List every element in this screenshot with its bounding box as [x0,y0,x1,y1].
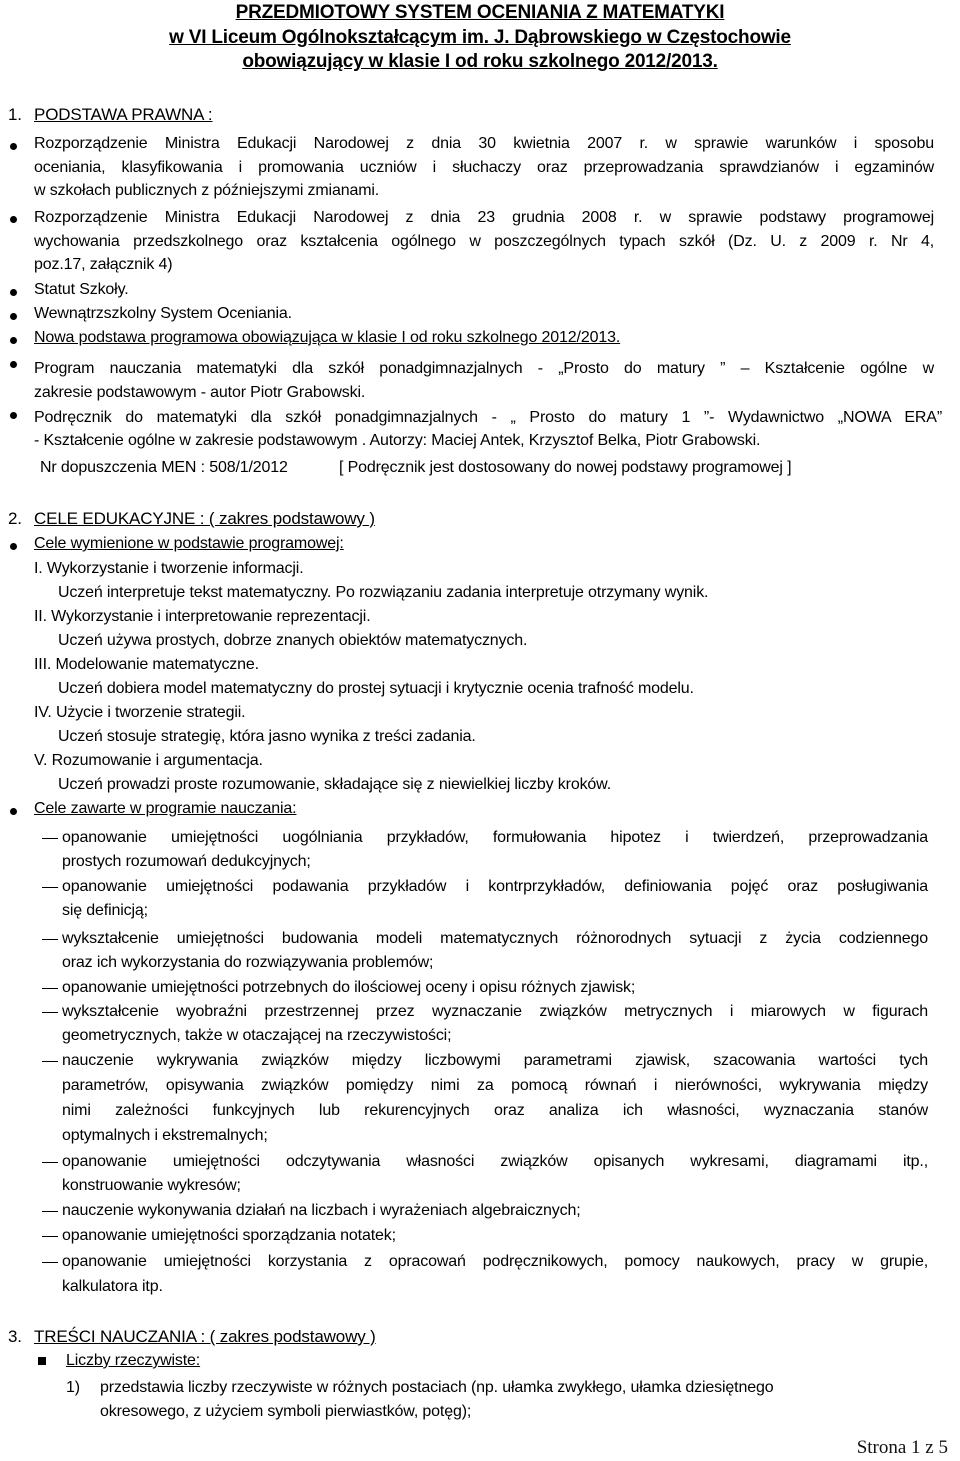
section1-number: 1. [8,105,22,124]
bullet-icon [10,289,17,296]
goal-3-text: Uczeń dobiera model matematyczny do prostej sytuacji i krytycznie ocenia trafność modelu. [58,680,694,697]
legal-basis-7-line2: - Kształcenie ogólne w zakresie podstawowym . Autorzy: Maciej Antek, Krzysztof Belka, Piotr Grabowski. [34,432,761,449]
dash-icon [42,1262,58,1263]
content-item-1-line1: przedstawia liczby rzeczywiste w różnych postaciach (np. ułamka zwykłego, ułamka dziesiętnego [100,1379,774,1396]
dash-icon [42,1061,58,1062]
content-heading-real-numbers: Liczby rzeczywiste: [66,1352,201,1369]
program-goal-2-line1: opanowanie umiejętności podawania przykładów i kontrprzykładów, definiowania pojęć oraz posługiwania [62,878,928,895]
program-goal-6-line3: nimi zależności funkcyjnych lub rekurencyjnych oraz analiza ich własności, wyznaczania stanów [62,1102,928,1119]
program-goal-1-line2: prostych rozumowań dedukcyjnych; [62,853,311,870]
square-bullet-icon [38,1357,46,1365]
program-goal-4: opanowanie umiejętności potrzebnych do ilościowej oceny i opisu różnych zjawisk; [62,979,636,996]
legal-basis-4: Wewnątrzszkolny System Oceniania. [34,305,292,322]
program-goal-9: opanowanie umiejętności sporządzania notatek; [62,1227,396,1244]
program-goal-10-line1: opanowanie umiejętności korzystania z opracowań podręcznikowych, pomocy naukowych, pracy w grupie, [62,1253,928,1270]
program-goal-7-line1: opanowanie umiejętności odczytywania własności związków opisanych wykresami, diagramami itp., [62,1153,928,1170]
goal-3-heading: III. Modelowanie matematyczne. [34,656,259,673]
legal-basis-5: Nowa podstawa programowa obowiązująca w klasie I od roku szkolnego 2012/2013. [34,329,621,346]
bullet-icon [10,216,17,223]
dash-icon [42,939,58,940]
section3-number: 3. [8,1327,22,1346]
doc-title-line2: w VI Liceum Ogólnokształcącym im. J. Dąbrowskiego w Częstochowie [169,27,791,48]
program-goal-7-line2: konstruowanie wykresów; [62,1177,241,1194]
legal-basis-3: Statut Szkoły. [34,281,129,298]
legal-basis-1-line3: w szkołach publicznych z późniejszymi zmianami. [34,182,380,199]
goal-5-text: Uczeń prowadzi proste rozumowanie, składające się z niewielkiej liczby kroków. [58,776,611,793]
dash-icon [42,1162,58,1163]
content-item-1-line2: okresowego, z użyciem symboli pierwiastków, potęg); [100,1403,472,1420]
program-goal-3-line1: wykształcenie umiejętności budowania modeli matematycznych różnorodnych sytuacji z życia codziennego [62,930,928,947]
goals-core-heading: Cele wymienione w podstawie programowej: [34,535,344,552]
goal-5-heading: V. Rozumowanie i argumentacja. [34,752,263,769]
doc-title-line3: obowiązujący w klasie I od roku szkolnego 2012/2013. [242,51,718,72]
approval-number: Nr dopuszczenia MEN : 508/1/2012 [40,459,288,476]
legal-basis-6-line1: Program nauczania matematyki dla szkół ponadgimnazjalnych - „Prosto do matury ” – Kształcenie ogólne w [34,360,934,377]
goals-program-heading: Cele zawarte w programie nauczania: [34,800,297,817]
dash-icon [42,1211,58,1212]
program-goal-5-line2: geometrycznych, także w otaczającej na rzeczywistości; [62,1027,452,1044]
program-goal-10-line2: kalkulatora itp. [62,1278,163,1295]
program-goal-6-line1: nauczenie wykrywania związków między liczbowymi parametrami zjawisk, szacowania wartości tych [62,1052,928,1069]
dash-icon [42,838,58,839]
goal-1-heading: I. Wykorzystanie i tworzenie informacji. [34,560,304,577]
bullet-icon [10,337,17,344]
program-goal-1-line1: opanowanie umiejętności uogólniania przykładów, formułowania hipotez i twierdzeń, przeprowadzania [62,829,928,846]
content-item-1-number: 1) [66,1379,80,1396]
goal-1-text: Uczeń interpretuje tekst matematyczny. Po rozwiązaniu zadania interpretuje otrzymany wynik. [58,584,709,601]
goal-2-heading: II. Wykorzystanie i interpretowanie reprezentacji. [34,608,371,625]
legal-basis-1-line1: Rozporządzenie Ministra Edukacji Narodowej z dnia 30 kwietnia 2007 r. w sprawie warunków i sposobu [34,135,934,152]
page-number: Strona 1 z 5 [856,1437,948,1458]
program-goal-3-line2: oraz ich wykorzystania do rozwiązywania problemów; [62,954,434,971]
dash-icon [42,988,58,989]
program-goal-8: nauczenie wykonywania działań na liczbach i wyrażeniach algebraicznych; [62,1202,581,1219]
section1-title: PODSTAWA PRAWNA : [34,105,213,124]
approval-note: [ Podręcznik jest dostosowany do nowej podstawy programowej ] [339,459,792,476]
doc-title-line1: PRZEDMIOTOWY SYSTEM OCENIANIA Z MATEMATYKI [235,2,725,23]
legal-basis-2-line1: Rozporządzenie Ministra Edukacji Narodowej z dnia 23 grudnia 2008 r. w sprawie podstawy programowej [34,209,934,226]
bullet-icon [10,313,17,320]
program-goal-2-line2: się definicją; [62,902,148,919]
legal-basis-7-line1: Podręcznik do matematyki dla szkół ponadgimnazjalnych - „ Prosto do matury 1 ”- Wydawnictwo „NOWA ERA” [34,409,942,426]
goal-4-heading: IV. Użycie i tworzenie strategii. [34,704,246,721]
legal-basis-6-line2: zakresie podstawowym - autor Piotr Grabowski. [34,384,366,401]
legal-basis-2-line2: wychowania przedszkolnego oraz kształcenia ogólnego w poszczególnych typach szkół (Dz. U. z 2009 r. Nr 4, [34,233,934,250]
dash-icon [42,1236,58,1237]
bullet-icon [10,543,17,550]
program-goal-6-line4: optymalnych i ekstremalnych; [62,1127,268,1144]
section2-number: 2. [8,509,22,528]
section3-title: TREŚCI NAUCZANIA : ( zakres podstawowy ) [34,1327,376,1346]
goal-4-text: Uczeń stosuje strategię, która jasno wynika z treści zadania. [58,728,476,745]
dash-icon [42,1012,58,1013]
legal-basis-1-line2: oceniania, klasyfikowania i promowania uczniów i słuchaczy oraz przeprowadzania sprawdzianów i egzaminów [34,159,934,176]
bullet-icon [10,361,17,368]
dash-icon [42,887,58,888]
bullet-icon [10,412,17,419]
section2-title: CELE EDUKACYJNE : ( zakres podstawowy ) [34,509,375,528]
program-goal-6-line2: parametrów, opisywania związków pomiędzy nimi za pomocą równań i nierówności, wykrywania między [62,1077,928,1094]
program-goal-5-line1: wykształcenie wyobraźni przestrzennej przez wyznaczanie związków metrycznych i miarowych w figurach [62,1003,928,1020]
bullet-icon [10,143,17,150]
goal-2-text: Uczeń używa prostych, dobrze znanych obiektów matematycznych. [58,632,528,649]
legal-basis-2-line3: poz.17, załącznik 4) [34,256,173,273]
bullet-icon [10,808,17,815]
